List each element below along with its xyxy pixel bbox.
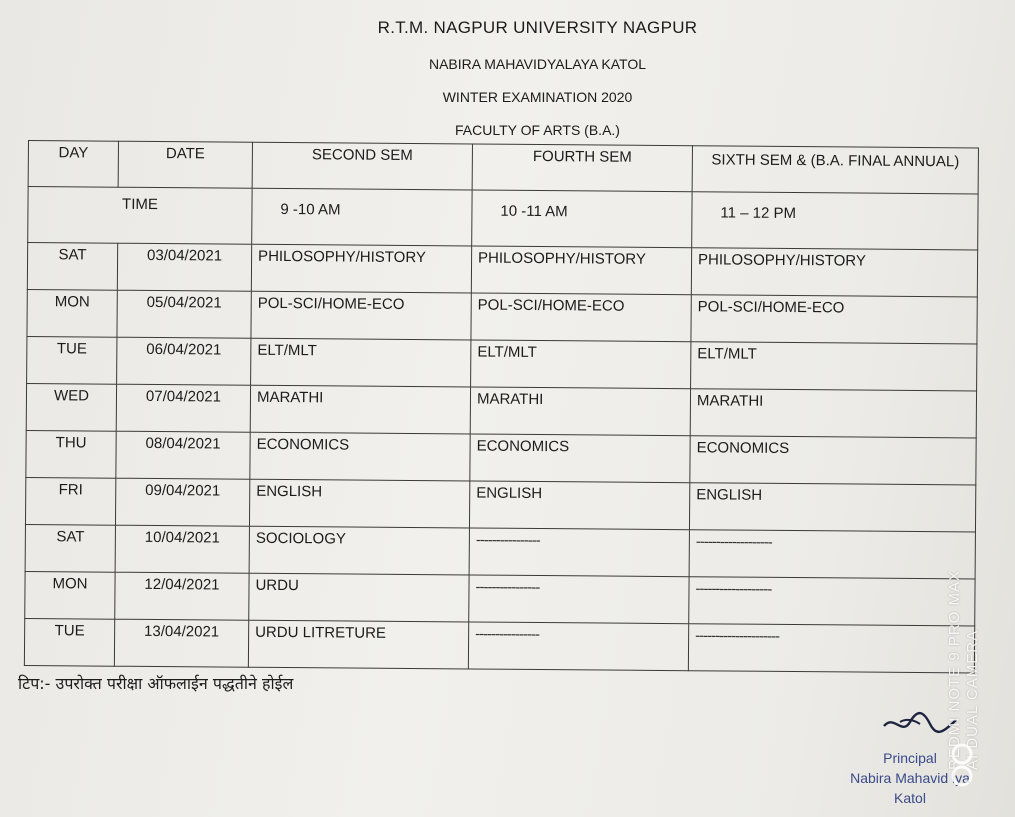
sixth-sem-cell: POL-SCI/HOME-ECO: [691, 295, 977, 344]
fourth-sem-cell: ----------------: [469, 575, 689, 624]
date-cell: 03/04/2021: [117, 243, 251, 291]
university-title: R.T.M. NAGPUR UNIVERSITY NAGPUR: [377, 18, 698, 37]
watermark-camera: AI DUAL CAMERA: [964, 629, 981, 770]
sixth-sem-cell: ---------------------: [688, 624, 974, 673]
date-cell: 07/04/2021: [116, 384, 250, 432]
table-row: [24, 618, 974, 672]
second-sem-cell: POL-SCI/HOME-ECO: [251, 291, 471, 340]
table-row: [25, 524, 975, 578]
day-cell: FRI: [25, 477, 115, 525]
second-sem-cell: ENGLISH: [249, 479, 469, 528]
exam-title: WINTER EXAMINATION 2020: [442, 89, 633, 105]
date-cell: 08/04/2021: [116, 431, 250, 479]
day-cell: SAT: [25, 524, 115, 572]
date-cell: 06/04/2021: [117, 337, 251, 385]
fourth-sem-cell: POL-SCI/HOME-ECO: [471, 293, 691, 342]
principal-college: Nabira Mahavid iya: [850, 770, 970, 786]
column-header-sixth-sem: SIXTH SEM & (B.A. FINAL ANNUAL): [692, 146, 978, 194]
timetable-sheet: [24, 140, 986, 668]
exam-timetable: [24, 140, 979, 673]
day-cell: WED: [26, 383, 116, 431]
sixth-sem-cell: -------------------: [689, 577, 975, 626]
second-sem-cell: URDU: [249, 573, 469, 622]
date-cell: 10/04/2021: [115, 525, 249, 573]
sixth-sem-cell: ELT/MLT: [691, 342, 977, 391]
fourth-sem-cell: ----------------: [469, 528, 689, 577]
time-row: [28, 187, 978, 250]
camera-lens-icon: [950, 740, 990, 790]
fourth-sem-cell: MARATHI: [470, 387, 690, 436]
date-cell: 05/04/2021: [117, 290, 251, 338]
sixth-sem-cell: MARATHI: [690, 389, 976, 438]
day-cell: TUE: [27, 336, 117, 384]
watermark-model: REDMI NOTE 9 PRO MAX: [946, 569, 963, 770]
time-label: TIME: [28, 187, 252, 245]
second-sem-cell: PHILOSOPHY/HISTORY: [251, 244, 471, 293]
day-cell: MON: [27, 289, 117, 337]
day-cell: SAT: [27, 243, 117, 291]
sixth-sem-cell: -------------------: [689, 530, 975, 579]
fourth-sem-cell: ----------------: [468, 622, 688, 671]
table-row: [27, 336, 977, 390]
table-row: [25, 571, 975, 625]
column-header-second-sem: SECOND SEM: [252, 142, 472, 190]
date-cell: 12/04/2021: [115, 572, 249, 620]
fourth-sem-cell: PHILOSOPHY/HISTORY: [471, 246, 691, 295]
time-sixth-sem: 11 – 12 PM: [692, 192, 978, 250]
second-sem-cell: URDU LITRETURE: [248, 620, 468, 669]
time-fourth-sem: 10 -11 AM: [472, 190, 692, 248]
column-header-date: DATE: [118, 141, 252, 188]
second-sem-cell: ELT/MLT: [251, 338, 471, 387]
table-row: [26, 383, 976, 437]
day-cell: MON: [25, 571, 115, 619]
sixth-sem-cell: ENGLISH: [689, 483, 975, 532]
second-sem-cell: ECONOMICS: [250, 432, 470, 481]
day-cell: THU: [26, 430, 116, 478]
sixth-sem-cell: ECONOMICS: [690, 436, 976, 485]
principal-place: Katol: [894, 790, 926, 806]
principal-title: Principal: [883, 750, 937, 766]
fourth-sem-cell: ENGLISH: [469, 481, 689, 530]
column-header-fourth-sem: FOURTH SEM: [472, 144, 692, 192]
sixth-sem-cell: PHILOSOPHY/HISTORY: [691, 248, 977, 297]
header-row: [28, 141, 978, 194]
table-row: [27, 243, 977, 297]
second-sem-cell: MARATHI: [250, 385, 470, 434]
faculty-title: FACULTY OF ARTS (B.A.): [455, 122, 620, 138]
time-second-sem: 9 -10 AM: [252, 188, 472, 246]
column-header-day: DAY: [28, 141, 118, 188]
table-row: [26, 430, 976, 484]
fourth-sem-cell: ECONOMICS: [470, 434, 690, 483]
fourth-sem-cell: ELT/MLT: [471, 340, 691, 389]
exam-note: टिप:- उपरोक्त परीक्षा ऑफलाईन पद्धतीने होईल: [18, 674, 294, 693]
date-cell: 13/04/2021: [114, 619, 248, 667]
date-cell: 09/04/2021: [115, 478, 249, 526]
college-name: NABIRA MAHAVIDYALAYA KATOL: [428, 56, 647, 72]
table-row: [25, 477, 975, 531]
day-cell: TUE: [24, 618, 114, 666]
table-row: [27, 289, 977, 343]
second-sem-cell: SOCIOLOGY: [249, 526, 469, 575]
